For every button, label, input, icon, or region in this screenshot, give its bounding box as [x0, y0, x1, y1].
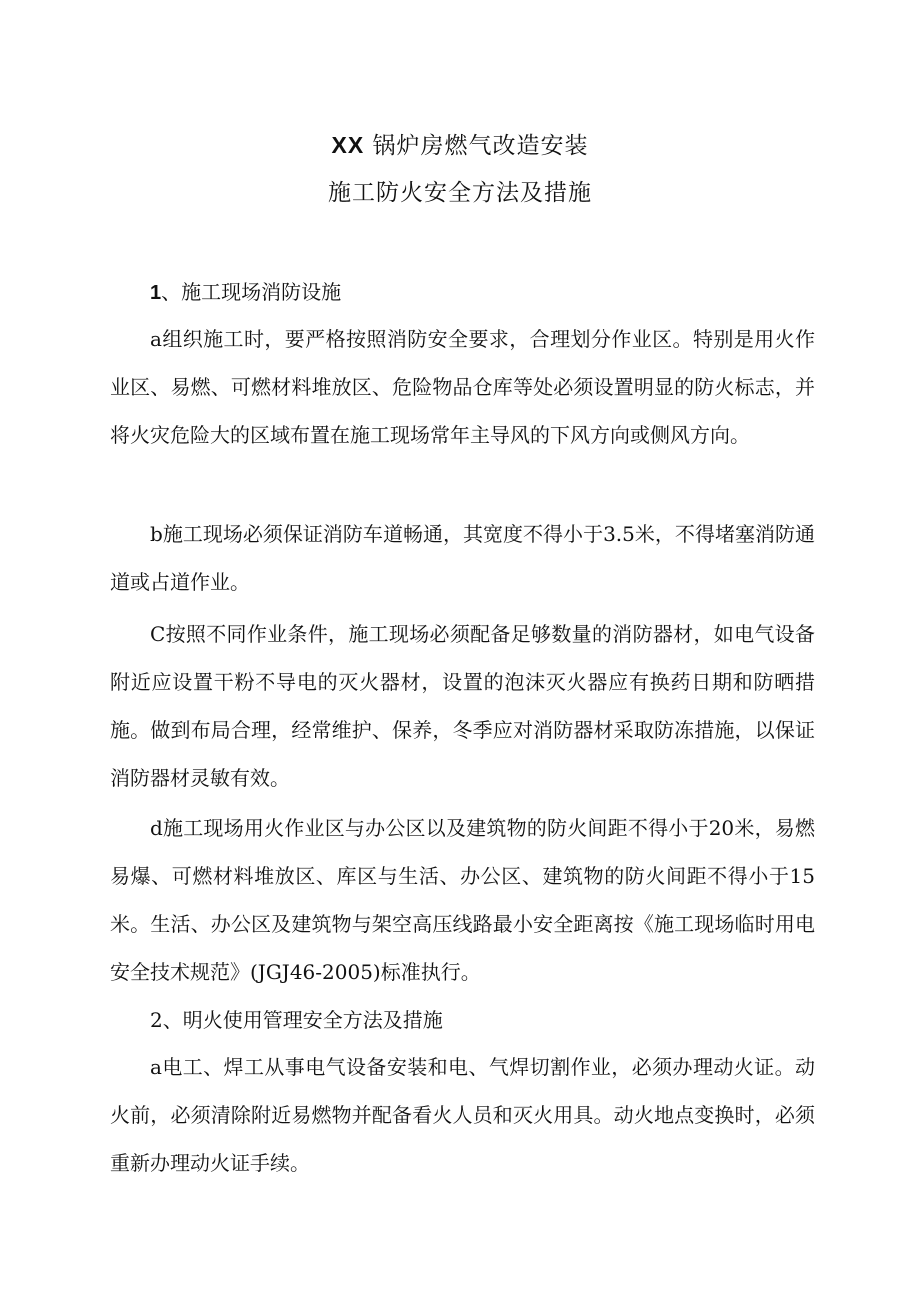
paragraph-1d: d施工现场用火作业区与办公区以及建筑物的防火间距不得小于20米，易燃易爆、可燃材料堆放区、库区与生活、办公区、建筑物的防火间距不得小于15米。生活、办公区及建筑物与架空高压线路最小安全距离按《施工现场临时用电安全技术规范》(JGJ46-2005)标准执行。 [110, 816, 815, 984]
paragraph-1b: b施工现场必须保证消防车道畅通，其宽度不得小于3.5米，不得堵塞消防通道或占道作业。 [110, 522, 815, 594]
title-line-1-text: 锅炉房燃气改造安装 [372, 133, 589, 159]
document-title-line-1 [0, 130, 920, 161]
section-heading-text: 、明火使用管理安全方法及措施 [162, 1008, 443, 1032]
section-heading-2 [150, 1005, 443, 1035]
section-heading-text: 、施工现场消防设施 [161, 280, 342, 304]
title-prefix: XX [331, 132, 365, 158]
section-heading-1 [150, 277, 341, 308]
document-title-line-2: 施工防火安全方法及措施 [328, 180, 592, 206]
paragraph-1a: a组织施工时，要严格按照消防安全要求，合理划分作业区。特别是用火作业区、易燃、可燃材料堆放区、危险物品仓库等处必须设置明显的防火标志，并将火灾危险大的区域布置在施工现场常年主导风的下风方向或侧风方向。 [110, 327, 815, 447]
section-number: 1 [150, 282, 162, 304]
section-number: 2 [150, 1008, 163, 1032]
paragraph-1c: C按照不同作业条件，施工现场必须配备足够数量的消防器材，如电气设备附近应设置干粉不导电的灭火器材，设置的泡沫灭火器应有换药日期和防晒措施。做到布局合理，经常维护、保养，冬季应对消防器材采取防冻措施，以保证消防器材灵敏有效。 [110, 622, 815, 790]
paragraph-2a: a电工、焊工从事电气设备安装和电、气焊切割作业，必须办理动火证。动火前，必须清除附近易燃物并配备看火人员和灭火用具。动火地点变换时，必须重新办理动火证手续。 [110, 1055, 815, 1175]
